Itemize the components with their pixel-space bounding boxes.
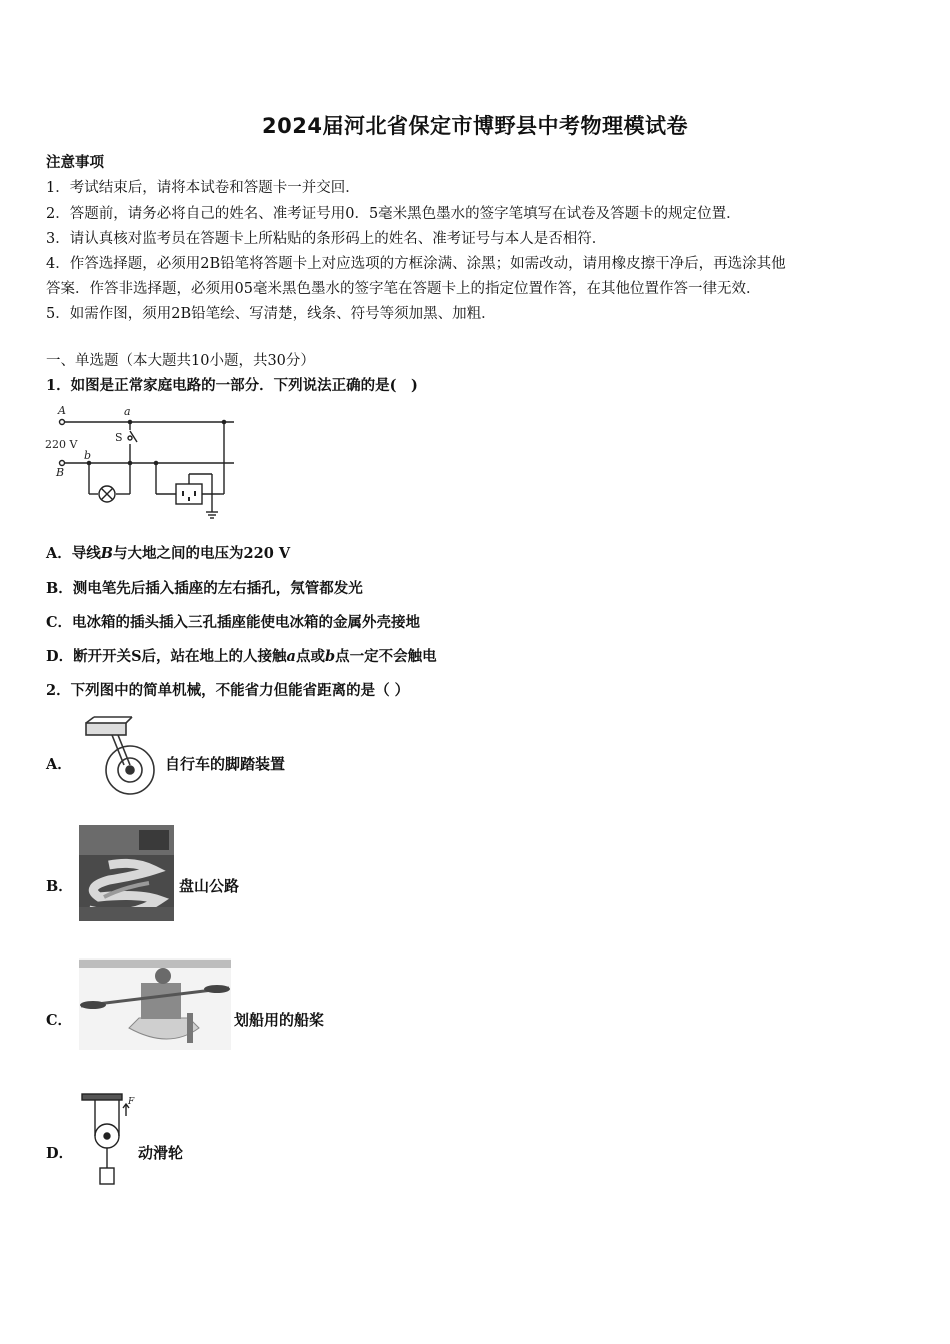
label-voltage: 220 V: [45, 438, 78, 451]
page-title: 2024届河北省保定市博野县中考物理模试卷: [262, 114, 688, 138]
q2-choice-b-caption: 盘山公路: [179, 877, 240, 895]
bicycle-pedal-figure: [82, 715, 162, 797]
q2-choice-b-label: B．: [46, 878, 73, 895]
label-B: B: [56, 466, 65, 479]
q2-choice-c-label: C．: [46, 1012, 73, 1029]
label-b: b: [84, 449, 92, 462]
label-a: a: [124, 405, 131, 418]
terminal-B: [60, 461, 65, 466]
question-2-stem: 2．下列图中的简单机械，不能省力但能省距离的是（ ）: [46, 682, 410, 699]
q1-option-d: D．断开开关S后，站在地上的人接触a点或b点一定不会触电: [46, 648, 437, 665]
q2-choice-d-label: D．: [46, 1145, 74, 1162]
q2-choice-a-label: A．: [46, 756, 72, 773]
terminal-A: [60, 420, 65, 425]
question-1-stem: 1．如图是正常家庭电路的一部分．下列说法正确的是( ): [46, 377, 418, 394]
label-F: F: [128, 1097, 135, 1107]
note-item: 3．请认真核对监考员在答题卡上所粘贴的条形码上的姓名、准考证号与本人是否相符．: [46, 231, 607, 247]
q2-choice-c-caption: 划船用的船桨: [234, 1011, 325, 1029]
note-item: 2．答题前，请务必将自己的姓名、准考证号用0．5毫米黑色墨水的签字笔填写在试卷及答题卡的规定位置．: [46, 206, 741, 222]
note-item: 4．作答选择题，必须用2B铅笔将答题卡上对应选项的方框涂满、涂黑；如需改动，请用橡皮擦干净后，再选涂其他: [46, 256, 786, 272]
label-S: S: [115, 431, 123, 444]
label-A: A: [58, 404, 66, 417]
q1-option-a: A．导线B与大地之间的电压为220 V: [46, 545, 291, 562]
notes-heading: 注意事项: [46, 154, 104, 171]
section-heading: 一、单选题（本大题共10小题，共30分）: [46, 353, 315, 369]
note-item: 5．如需作图，须用2B铅笔绘、写清楚，线条、符号等须加黑、加粗．: [46, 306, 496, 322]
mountain-road-figure: [79, 825, 174, 921]
q2-choice-a-caption: 自行车的脚踏装置: [165, 755, 286, 773]
note-item: 答案．作答非选择题，必须用05毫米黑色墨水的签字笔在答题卡上的指定位置作答，在其他位置作答一律无效．: [46, 281, 761, 297]
circuit-diagram: [44, 404, 244, 522]
q2-choice-d-caption: 动滑轮: [138, 1144, 184, 1162]
q1-option-b: B．测电笔先后插入插座的左右插孔，氖管都发光: [46, 580, 363, 597]
q1-option-c: C．电冰箱的插头插入三孔插座能使电冰箱的金属外壳接地: [46, 614, 421, 631]
rowing-paddle-figure: [79, 958, 231, 1050]
movable-pulley-figure: [80, 1092, 136, 1188]
note-item: 1．考试结束后，请将本试卷和答题卡一并交回．: [46, 180, 360, 196]
